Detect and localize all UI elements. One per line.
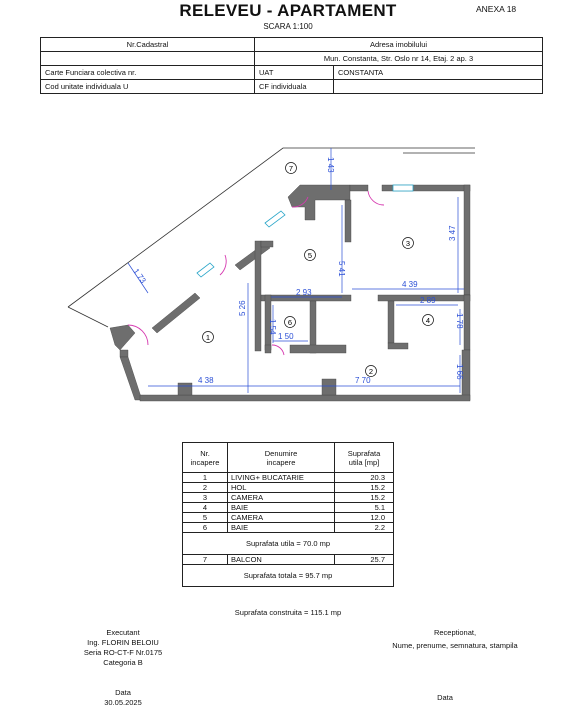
window-room5 <box>265 211 285 227</box>
dim-1-66: 1 66 <box>455 364 464 380</box>
room-marker-3 <box>403 238 414 249</box>
annex-label: ANEXA 18 <box>476 4 517 14</box>
header-suprafata: Suprafata utila [mp] <box>335 443 394 473</box>
executant-block <box>58 628 188 668</box>
svg-text:5: 5 <box>307 251 313 260</box>
table-row: 3 CAMERA 15.2 <box>183 493 394 503</box>
dim-7-70: 7 70 <box>355 376 371 385</box>
table-row: 6 BAIE 2.2 <box>183 523 394 533</box>
door-room3 <box>368 191 384 205</box>
wall-west-corner <box>110 325 135 350</box>
table-row: 5 CAMERA 12.0 <box>183 513 394 523</box>
receptionat-line: Nume, prenume, semnatura, stampila <box>392 641 518 650</box>
suprafata-totala: Suprafata totala = 95.7 mp <box>183 565 394 587</box>
executant-serie: Seria RO-CT-F Nr.0175 <box>83 648 163 657</box>
adresa-label: Adresa imobilului <box>255 38 543 52</box>
uat-label: UAT <box>255 66 334 80</box>
executant-title: Executant <box>106 628 140 637</box>
wall-southwest <box>120 357 142 400</box>
svg-text:2: 2 <box>368 367 374 376</box>
table-row: 4 BAIE 5.1 <box>183 503 394 513</box>
room-marker-5 <box>305 250 316 261</box>
wall-room4-south <box>388 343 408 349</box>
executant-data-value: 30.05.2025 <box>104 698 142 707</box>
cadastral-info-table <box>40 37 543 94</box>
suprafata-utila: Suprafata utila = 70.0 mp <box>183 533 394 555</box>
wall-north-block <box>288 185 350 220</box>
rooms-table <box>182 442 394 587</box>
room-marker-7 <box>286 163 297 174</box>
uat-value: CONSTANTA <box>334 66 543 80</box>
svg-text:7: 7 <box>288 164 294 173</box>
cf-individuala-value <box>334 80 543 94</box>
svg-text:1: 1 <box>205 333 211 342</box>
wall-north-strip <box>350 185 368 191</box>
dim-1-73: 1 73 <box>131 266 148 285</box>
cod-unitate-label: Cod unitate individuala U <box>41 80 255 94</box>
dim-2-93: 2 93 <box>296 288 312 297</box>
carte-funciara-label: Carte Funciara colectiva nr. <box>41 66 255 80</box>
dim-4-38: 4 38 <box>198 376 214 385</box>
svg-text:6: 6 <box>287 318 293 327</box>
wall-room1-east <box>255 241 261 351</box>
dim-5-26: 5 26 <box>238 300 247 316</box>
wall-room5-east <box>345 200 351 242</box>
executant-data <box>58 688 188 708</box>
dim-1-43: 1 43 <box>326 157 335 173</box>
adresa-value: Mun. Constanta, Str. Oslo nr 14, Etaj. 2 ap. 3 <box>255 52 543 66</box>
header-nr: Nr. incapere <box>183 443 228 473</box>
wall-south <box>140 395 470 401</box>
dimension-lines <box>128 148 464 393</box>
dim-1-78: 1 78 <box>455 313 464 329</box>
walls <box>110 185 470 401</box>
dim-4-39: 4 39 <box>402 280 418 289</box>
door-balcony-room5 <box>220 255 226 275</box>
receptionat-title: Receptionat, <box>433 628 477 637</box>
room-marker-6 <box>285 317 296 328</box>
wall-jog <box>120 350 128 357</box>
executant-categoria: Categoria B <box>103 658 143 667</box>
table-row: 1 LIVING+ BUCATARIE 20.3 <box>183 473 394 483</box>
dim-3-47: 3 47 <box>448 225 457 241</box>
room-marker-2 <box>366 366 377 377</box>
scale-label: SCARA 1:100 <box>263 22 313 31</box>
room-marker-4 <box>423 315 434 326</box>
wall-south-pillar-a <box>178 383 192 395</box>
door-room6 <box>272 345 284 355</box>
nr-cadastral-label: Nr.Cadastral <box>41 38 255 52</box>
header-denumire: Denumire incapere <box>228 443 335 473</box>
window-living <box>197 263 214 277</box>
wall-stub <box>261 241 273 247</box>
wall-hol-north <box>290 345 346 353</box>
suprafata-construita: Suprafata construita = 115.1 mp <box>234 608 342 617</box>
wall-south-pillar-b <box>322 379 336 395</box>
executant-data-label: Data <box>115 688 131 697</box>
wall-east-room3 <box>464 185 470 295</box>
dim-1-54: 1 54 <box>268 319 277 335</box>
table-row: 7 BALCON 25.7 <box>183 555 394 565</box>
cf-individuala-label: CF individuala <box>255 80 334 94</box>
dim-1-50: 1 50 <box>278 332 294 341</box>
receptionat-data-label: Data <box>437 693 453 702</box>
room-marker-1 <box>203 332 214 343</box>
floor-plan <box>60 145 480 410</box>
svg-text:4: 4 <box>425 316 431 325</box>
dim-2-89: 2 89 <box>420 296 436 305</box>
nr-cadastral-value <box>41 52 255 66</box>
table-row: 2 HOL 15.2 <box>183 483 394 493</box>
executant-name: Ing. FLORIN BELOIU <box>87 638 159 647</box>
svg-text:3: 3 <box>405 239 411 248</box>
wall-room4-west <box>388 301 394 343</box>
wall-room6-south <box>265 345 271 353</box>
receptionat-block <box>370 628 540 651</box>
window-room3 <box>393 185 413 191</box>
dim-5-41: 5 41 <box>337 261 346 277</box>
wall-northwest-a <box>152 293 200 333</box>
document-title: RELEVEU - APARTAMENT <box>179 1 397 20</box>
